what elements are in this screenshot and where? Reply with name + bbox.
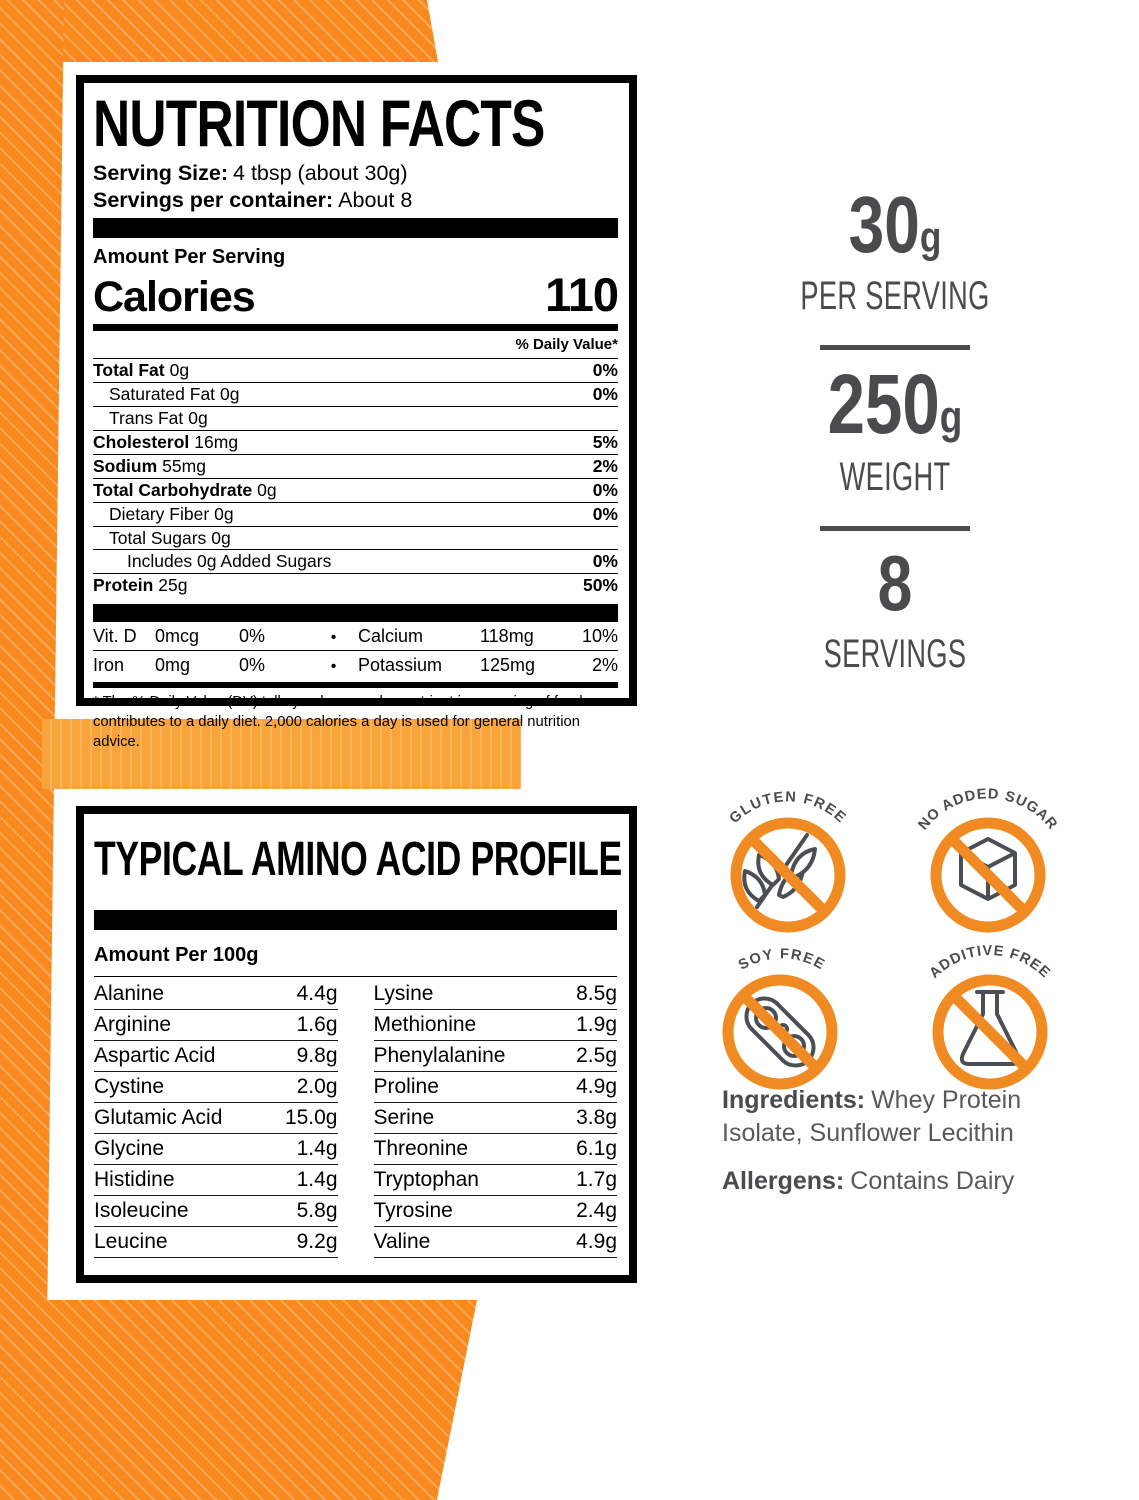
amino-column-right <box>374 979 618 1258</box>
serving-size-line: Serving Size: 4 tbsp (about 30g) <box>93 160 408 185</box>
ingredients-block <box>722 1084 1094 1198</box>
total-weight-grams: 250g <box>827 356 963 451</box>
divider-bar <box>94 910 617 930</box>
soy-free-badge <box>695 930 870 1102</box>
amino-acid-title: TYPICAL AMINO ACID PROFILE <box>94 833 622 886</box>
servings-count: 8 <box>877 538 913 627</box>
amino-row: Tryptophan 1.7g <box>374 1165 618 1196</box>
amino-row: Cystine 2.0g <box>94 1072 338 1103</box>
amino-row: Aspartic Acid 9.8g <box>94 1041 338 1072</box>
daily-value-header: % Daily Value* <box>93 331 618 359</box>
stat-callouts <box>740 180 1050 677</box>
nutrient-row-total-carbohydrate: Total Carbohydrate 0g 0% <box>93 479 618 503</box>
amino-row: Glycine 1.4g <box>94 1134 338 1165</box>
servings-caption: SERVINGS <box>823 631 967 676</box>
nutrient-row-added-sugars: Includes 0g Added Sugars 0% <box>93 550 618 574</box>
amino-row: Glutamic Acid 15.0g <box>94 1103 338 1134</box>
amino-row: Threonine 6.1g <box>374 1134 618 1165</box>
svg-text:ADDITIVE FREE: ADDITIVE FREE <box>926 943 1054 982</box>
nutrient-row-saturated-fat: Saturated Fat 0g 0% <box>93 383 618 407</box>
calories-label: Calories <box>93 273 255 322</box>
amino-row: Phenylalanine 2.5g <box>374 1041 618 1072</box>
svg-text:SOY FREE: SOY FREE <box>735 946 829 974</box>
amino-row: Lysine 8.5g <box>374 979 618 1010</box>
amount-per-100g-label: Amount Per 100g <box>94 944 617 977</box>
amount-per-serving-label: Amount Per Serving <box>93 246 286 269</box>
orange-ribbon-top <box>0 0 438 62</box>
ingredients-line: Ingredients: Whey Protein Isolate, Sunflower Lecithin <box>722 1086 1022 1147</box>
nutrient-row-total-sugars: Total Sugars 0g <box>93 527 618 551</box>
micronutrient-row-iron-potassium: Iron 0mg 0% • Potassium 125mg 2% <box>93 655 618 676</box>
nutrient-row-dietary-fiber: Dietary Fiber 0g 0% <box>93 503 618 527</box>
svg-text:NO ADDED SUGAR: NO ADDED SUGAR <box>915 786 1061 834</box>
nutrient-row-cholesterol: Cholesterol 16mg 5% <box>93 431 618 455</box>
stat-divider <box>820 345 970 350</box>
amino-row: Valine 4.9g <box>374 1227 618 1258</box>
divider-bar <box>93 218 618 238</box>
divider-bar <box>93 604 618 622</box>
nutrition-facts-title: NUTRITION FACTS <box>93 86 545 160</box>
per-serving-grams: 30g <box>848 180 942 269</box>
nutrient-row-total-fat: Total Fat 0g 0% <box>93 359 618 383</box>
amino-row: Alanine 4.4g <box>94 979 338 1010</box>
amino-row: Arginine 1.6g <box>94 1010 338 1041</box>
nutrition-facts-panel <box>76 75 637 750</box>
amino-column-left <box>94 979 338 1258</box>
allergens-line: Allergens: Contains Dairy <box>722 1167 1015 1195</box>
orange-ribbon-bottom <box>0 1300 477 1500</box>
weight-caption: WEIGHT <box>839 454 951 499</box>
nutrient-row-protein: Protein 25g 50% <box>93 575 618 596</box>
stat-divider <box>820 526 970 531</box>
calories-row <box>93 267 618 322</box>
amino-row: Serine 3.8g <box>374 1103 618 1134</box>
svg-text:GLUTEN FREE: GLUTEN FREE <box>726 789 850 827</box>
servings-per-container-line: Servings per container: About 8 <box>93 187 413 212</box>
amino-acid-panel <box>76 806 637 1283</box>
amino-row: Isoleucine 5.8g <box>94 1196 338 1227</box>
amino-acid-table <box>94 979 617 1258</box>
amino-row: Tyrosine 2.4g <box>374 1196 618 1227</box>
nutrient-row-sodium: Sodium 55mg 2% <box>93 455 618 479</box>
amino-row: Methionine 1.9g <box>374 1010 618 1041</box>
per-serving-caption: PER SERVING <box>800 273 990 318</box>
nutrient-row-trans-fat: Trans Fat 0g <box>93 407 618 431</box>
thick-rule <box>93 324 618 331</box>
amino-row: Leucine 9.2g <box>94 1227 338 1258</box>
daily-value-footnote: * The % Daily Value (DV) tells you how much a nutrient in a serving of food contributes to a daily diet. 2,000 calories a day is used for general nutrition advice. <box>93 694 583 750</box>
additive-free-badge <box>903 930 1078 1102</box>
divider-bar <box>93 682 618 688</box>
amino-row: Histidine 1.4g <box>94 1165 338 1196</box>
no-added-sugar-badge <box>901 773 1076 945</box>
gluten-free-badge <box>701 773 876 945</box>
amino-row: Proline 4.9g <box>374 1072 618 1103</box>
micronutrient-row-vitd-calcium: Vit. D 0mcg 0% • Calcium 118mg 10% <box>93 622 618 651</box>
calories-value: 110 <box>545 268 618 322</box>
